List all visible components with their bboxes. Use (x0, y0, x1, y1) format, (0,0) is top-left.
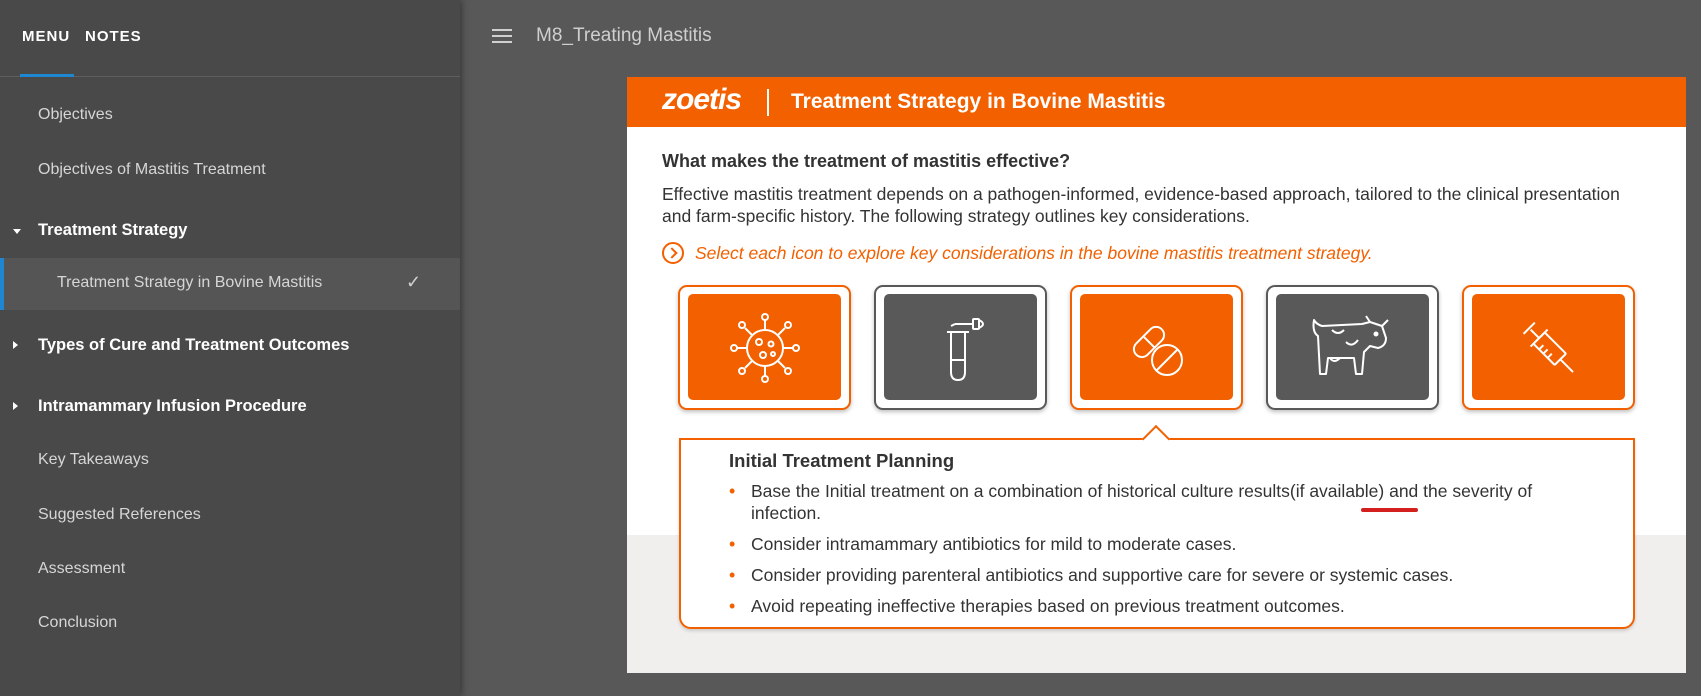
sidebar-item-label: Suggested References (38, 506, 201, 523)
tile-background (1080, 294, 1233, 400)
caret-right-icon (13, 402, 18, 410)
slide-banner (627, 77, 1686, 127)
tile-background (1472, 294, 1625, 400)
bullet-item: • Consider intramammary antibiotics for mild to moderate cases. (729, 533, 1599, 555)
panel-title: Initial Treatment Planning (729, 450, 955, 471)
pathogen-icon (729, 312, 801, 384)
active-tab-indicator (20, 74, 74, 77)
detail-panel (679, 438, 1635, 629)
slide-intro: Effective mastitis treatment depends on a pathogen-informed, evidence-based approach, tailored to the clinical presentation and farm-specific history. The following strategy outlines key considerations. (662, 184, 1620, 226)
sidebar-section-label: Types of Cure and Treatment Outcomes (38, 336, 350, 354)
active-item-indicator (0, 258, 4, 310)
bullet-list (729, 480, 1599, 626)
tab-notes[interactable]: NOTES (85, 28, 142, 45)
cow-icon (1306, 312, 1402, 384)
caret-right-icon (13, 341, 18, 349)
tile-background (884, 294, 1037, 400)
slide (627, 77, 1686, 673)
course-title: M8_Treating Mastitis (536, 25, 712, 46)
sidebar-item-label: Key Takeaways (38, 451, 149, 468)
tab-menu[interactable]: MENU (22, 28, 71, 45)
tile-background (1276, 294, 1429, 400)
sidebar-item-label: Assessment (38, 560, 126, 577)
sidebar-item-treatment-strategy-in-bovine-mastitis[interactable] (0, 258, 460, 310)
spellcheck-underline (1361, 508, 1418, 512)
tile-background (688, 294, 841, 400)
checkmark-icon: ✓ (406, 272, 422, 292)
sidebar-item-label: Treatment Strategy in Bovine Mastitis (57, 274, 323, 291)
zoetis-logo: zoetis (662, 83, 742, 116)
slide-title: Treatment Strategy in Bovine Mastitis (791, 90, 1166, 113)
diagnostics-tile[interactable] (874, 285, 1047, 410)
test-tube-dropper-icon (925, 312, 997, 384)
hamburger-menu-icon[interactable] (492, 29, 512, 43)
pathogen-tile[interactable] (678, 285, 851, 410)
sidebar-item-label: Conclusion (38, 614, 118, 631)
bullet-item: • Avoid repeating ineffective therapies based on previous treatment outcomes. (729, 595, 1599, 617)
instruction-text: Select each icon to explore key considerations in the bovine mastitis treatment strategy. (695, 243, 1373, 263)
sidebar (0, 0, 460, 696)
slide-question: What makes the treatment of mastitis effective? (662, 151, 1071, 171)
sidebar-section-label: Treatment Strategy (38, 221, 188, 239)
syringe-icon (1513, 312, 1585, 384)
bullet-item: • Consider providing parenteral antibiotics and supportive care for severe or systemic cases. (729, 564, 1599, 586)
cow-tile[interactable] (1266, 285, 1439, 410)
panel-pointer (1142, 425, 1170, 453)
caret-down-icon (13, 229, 21, 234)
sidebar-item-label: Objectives (38, 106, 113, 123)
sidebar-tabs (0, 0, 460, 77)
bullet-item: • Base the Initial treatment on a combination of historical culture results(if available) and the severity of infection. (729, 480, 1599, 524)
pills-icon (1121, 312, 1193, 384)
sidebar-section-label: Intramammary Infusion Procedure (38, 397, 307, 415)
antibiotics-tile[interactable] (1070, 285, 1243, 410)
arrow-circle-icon (662, 242, 684, 264)
sidebar-item-label: Objectives of Mastitis Treatment (38, 161, 266, 178)
syringe-tile[interactable] (1462, 285, 1635, 410)
banner-divider (767, 89, 769, 116)
